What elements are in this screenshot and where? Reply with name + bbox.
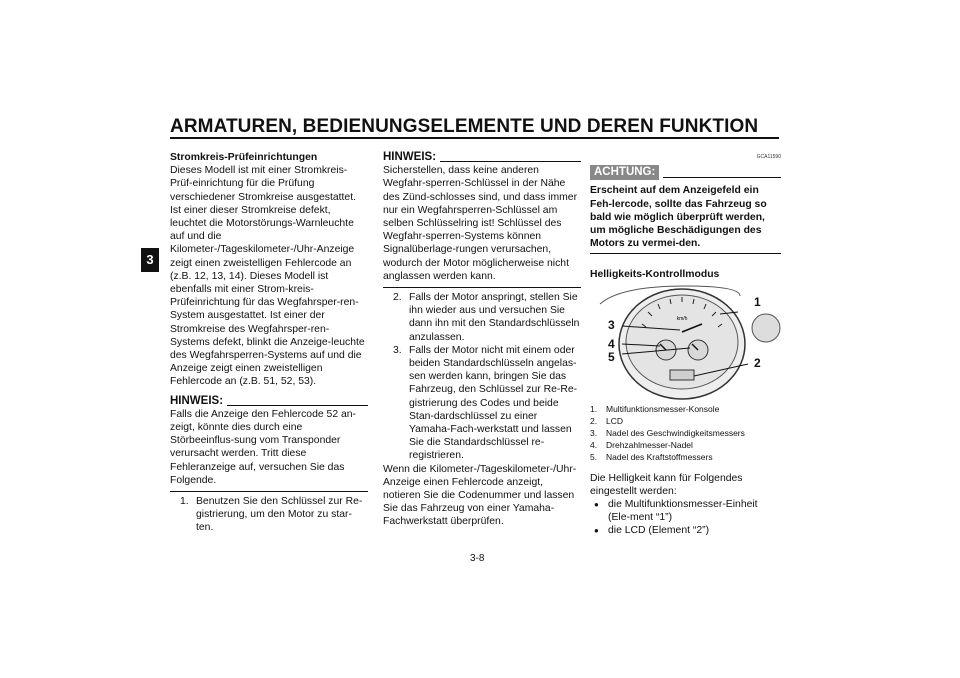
hinweis-label: HINWEIS: [170,394,224,407]
list-item: 1. Benutzen Sie den Schlüssel zur Re-gistrierung, um den Motor zu star-ten. [180,496,363,534]
instrument-cluster-illustration [590,284,781,402]
list-item: 3. Falls der Motor nicht mit einem oder beiden Standardschlüsseln angelas-sen werden kann, bringen Sie das Fahrzeug, den Schlüssel zur Re-Re-gistrierung des Codes und beide Stan-dardschlüssel zu einer Yamaha-Fach-werkstatt und lassen Sie die Standardschlüssel re-registrieren. [393,344,578,462]
body-text: Dieses Modell ist mit einer Stromkreis-Prüf-einrichtung für die Prüfung verschiedener Stromkreise ausgestattet. Ist einer dieser Stromkreise defekt, leuchtet die Motorstörungs-Warnleuchte auf und die Kilometer-/Tageskilometer-/Uhr-Anzeige zeigt einen zweistelligen Fehlercode an (z.B. 12, 13, 14). Dieses Modell ist ebenfalls mit einer Strom-kreis-Prüfeinrichtung für das Wegfahrsper-ren-System ausgestattet. Ist einer der Stromkreise des Wegfahrsper-ren-Systems defekt, blinkt die Anzeige-leuchte des Wegfahrsperren-Systems auf und die Anzeige zeigt einen zweistelligen Fehlercode an (z.B. 51, 52, 53). [170,165,365,388]
hinweis-heading [170,395,368,408]
section-heading: Stromkreis-Prüfeinrichtungen [170,152,318,163]
list-item: 5. Nadel des Kraftstoffmessers [590,452,713,463]
callout-5: 5 [608,349,615,364]
column-2 [383,151,581,529]
divider [383,287,581,288]
subheading: Helligkeits-Kontrollmodus [590,269,720,281]
step-list [383,291,581,463]
instrument-figure [590,284,781,402]
chapter-tab: 3 [141,248,159,272]
list-item: ● die LCD (Element “2”) [594,525,710,537]
column-1 [170,151,368,535]
hinweis-text: Sicherstellen, dass keine anderen Wegfahr-sperren-Schlüssel in der Nähe des Zünd-schlosses sind, und dass immer nur ein Wegfahrsperren-Schlüssel am selben Schlüsselring ist! Schlüssel des Wegfahr-sperren-Systems können Signalüberlage-rungen verursachen, wodurch der Motor möglicherweise nicht anglassen werden kann. [383,165,578,282]
reference-code: GCA11590 [756,154,781,160]
callout-1: 1 [754,294,761,309]
page-title: ARMATUREN, BEDIENUNGSELEMENTE UND DEREN FUNKTION [170,116,759,137]
hinweis-label: HINWEIS: [383,151,437,163]
caption-list [590,403,781,464]
page-number: 3-8 [470,553,485,564]
list-item: 2. Falls der Motor anspringt, stellen Sie ihn wieder aus und versuchen Sie dann ihn mit den Standardschlüsseln anzulassen. [393,292,580,343]
list-item: 1. Multifunktionsmesser-Konsole [590,403,720,414]
callout-2: 2 [754,355,761,370]
column-3 [590,151,781,538]
achtung-heading [590,165,781,180]
callout-4: 4 [608,336,615,351]
intro-text: Die Helligkeit kann für Folgendes eingestellt werden: [590,472,743,497]
list-item: 3. Nadel des Geschwindigkeitsmessers [590,428,745,439]
list-item: 2. LCD [590,415,624,426]
achtung-text: Erscheint auf dem Anzeigefeld ein Feh-lercode, sollte das Fahrzeug so bald wie möglich überprüft werden, um mögliche Beschädigungen des Motors zu vermei-den. [590,185,767,250]
divider [590,253,781,254]
achtung-label: ACHTUNG: [590,165,659,180]
divider [170,491,368,492]
svg-text:km/h: km/h [676,315,688,322]
title-rule [170,137,779,139]
tail-text: Wenn die Kilometer-/Tageskilometer-/Uhr-Anzeige einen Fehlercode anzeigt, notieren Sie die Codenummer und lassen Sie das Fahrzeug von einer Yamaha-Fachwerkstatt überprüfen. [383,463,577,528]
callout-3: 3 [608,317,615,332]
hinweis-heading [383,151,581,164]
list-item: 4. Drehzahlmesser-Nadel [590,440,693,451]
list-item: ● die Multifunktionsmesser-Einheit (Ele-ment “1”) [594,499,758,524]
hinweis-text: Falls die Anzeige den Fehlercode 52 an-zeigt, könnte dies durch eine Störbeeinflus-sung vom Transponder verursacht werden. Tritt diese Fehleranzeige auf, versuchen Sie das Folgende. [170,408,356,486]
step-list [170,495,368,535]
bullet-list [590,498,781,538]
